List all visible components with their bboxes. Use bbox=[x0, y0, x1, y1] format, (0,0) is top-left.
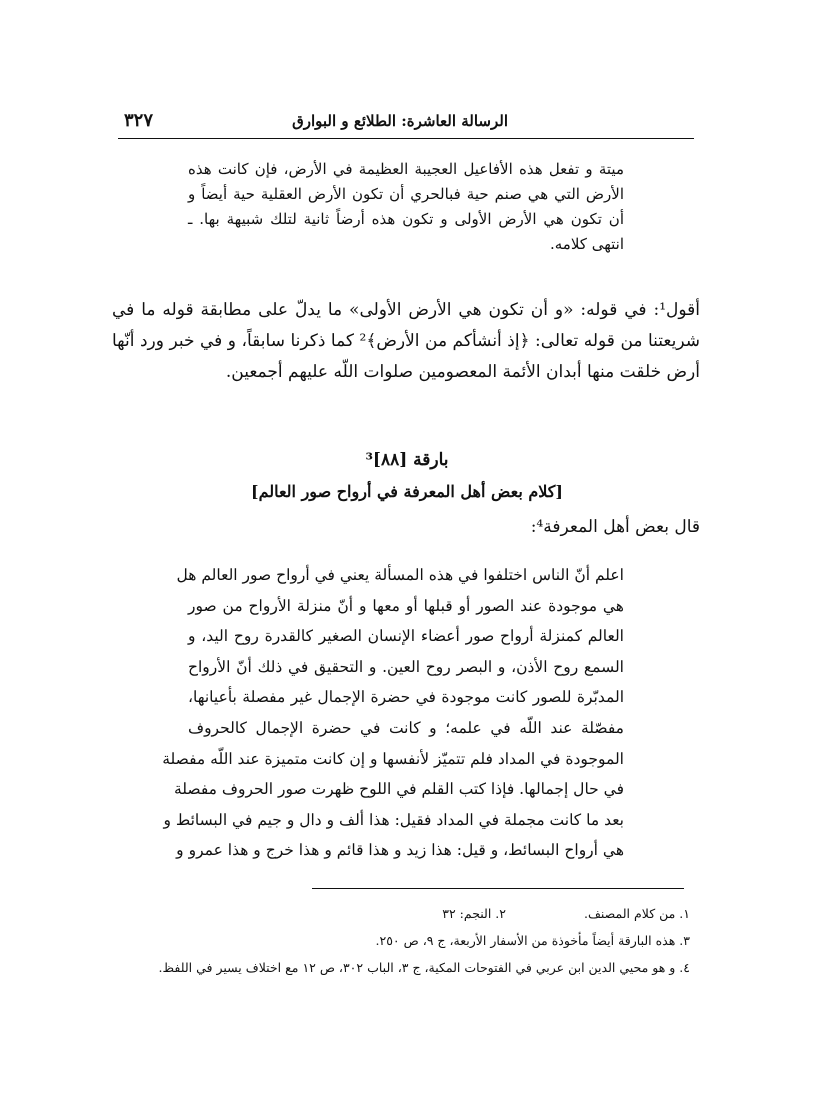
footnote-rule bbox=[312, 888, 684, 889]
paragraph-comment bbox=[112, 295, 700, 388]
footnote-4: ٤. و هو محيي الدين ابن عربي في الفتوحات المكية، ج ٣، الباب ٣٠٢، ص ١٢ مع اختلاف يسير في اللفظ. bbox=[158, 960, 690, 975]
quote-line: انتهى كلامه. bbox=[550, 235, 624, 253]
quote-block-1 bbox=[188, 157, 624, 257]
section-subtitle: [كلام بعض أهل المعرفة في أرواح صور العالم] bbox=[250, 482, 563, 501]
header-rule bbox=[118, 138, 694, 139]
paragraph-line: أرض خلقت منها أبدان الأئمة المعصومين صلوات اللّه عليهم أجمعين. bbox=[225, 362, 700, 382]
quote-line: اعلم أنّ الناس اختلفوا في هذه المسألة يعني في أرواح صور العالم هل bbox=[176, 566, 624, 584]
footnote-3: ٣. هذه البارقة أيضاً مأخوذة من الأسفار الأربعة، ج ٩، ص ٢٥٠. bbox=[375, 933, 690, 948]
paragraph-line: أقول¹: في قوله: «و أن تكون هي الأرض الأولى» ما يدلّ على مطابقة قوله ما في bbox=[112, 300, 700, 320]
quote-line: الموجودة في المداد فلم تتميّز لأنفسها و إن كانت متميزة عند اللّه مفصلة bbox=[162, 749, 624, 768]
running-header-title: الرسالة العاشرة: الطلائع و البوارق bbox=[292, 112, 508, 130]
footnote-1: ١. من كلام المصنف. bbox=[583, 906, 690, 921]
intro-line bbox=[112, 512, 700, 543]
page-number: ۳۲۷ bbox=[124, 110, 154, 131]
quote-line: بعد ما كانت مجملة في المداد فقيل: هذا ألف و دال و جيم في البسائط و bbox=[163, 810, 624, 829]
quote-line: هي أرواح البسائط، و قيل: هذا زيد و هذا قائم و هذا خرج و هذا عمرو و bbox=[176, 841, 624, 860]
quote-block-2 bbox=[162, 560, 624, 866]
footnote-2: ٢. النجم: ٣٢ bbox=[442, 906, 506, 921]
quote-line: ميتة و تفعل هذه الأفاعيل العجيبة العظيمة في الأرض، فإن كانت هذه bbox=[188, 160, 624, 178]
quote-line: هي موجودة عند الصور أو قبلها أو معها و أنّ منزلة الأرواح من صور bbox=[188, 596, 624, 615]
quote-line: المدبّرة للصور كانت موجودة في حضرة الإجمال غير مفصلة بأعيانها، bbox=[188, 688, 624, 707]
quote-line: السمع روح الأذن، و البصر روح العين. و التحقيق في ذلك أنّ الأرواح bbox=[188, 657, 624, 676]
quote-line: في حال إجمالها. فإذا كتب القلم في اللوح ظهرت صور الحروف مفصلة bbox=[173, 780, 624, 799]
paragraph-line: قال بعض أهل المعرفة⁴: bbox=[530, 517, 700, 537]
quote-line: مفصّلة عند اللّه في علمه؛ و كانت في حضرة الإجمال كالحروف bbox=[188, 718, 624, 737]
quote-line: الأرض التي هي صنم حية فبالحري أن تكون الأرض العقلية حية أيضاً و bbox=[188, 185, 624, 203]
section-title: بارقة [۸۸]³ bbox=[365, 450, 449, 470]
quote-line: العالم كمنزلة أرواح صور أعضاء الإنسان الصغير كالقدرة روح اليد، و bbox=[188, 627, 624, 646]
quote-line: أن تكون هي الأرض الأولى و تكون هذه أرضاً ثانية لتلك شبيهة بها. ـ bbox=[188, 210, 624, 228]
paragraph-line: شريعتنا من قوله تعالى: ﴿إذ أنشأكم من الأرض﴾² كما ذكرنا سابقاً، و في خبر ورد أنّها bbox=[112, 331, 700, 351]
